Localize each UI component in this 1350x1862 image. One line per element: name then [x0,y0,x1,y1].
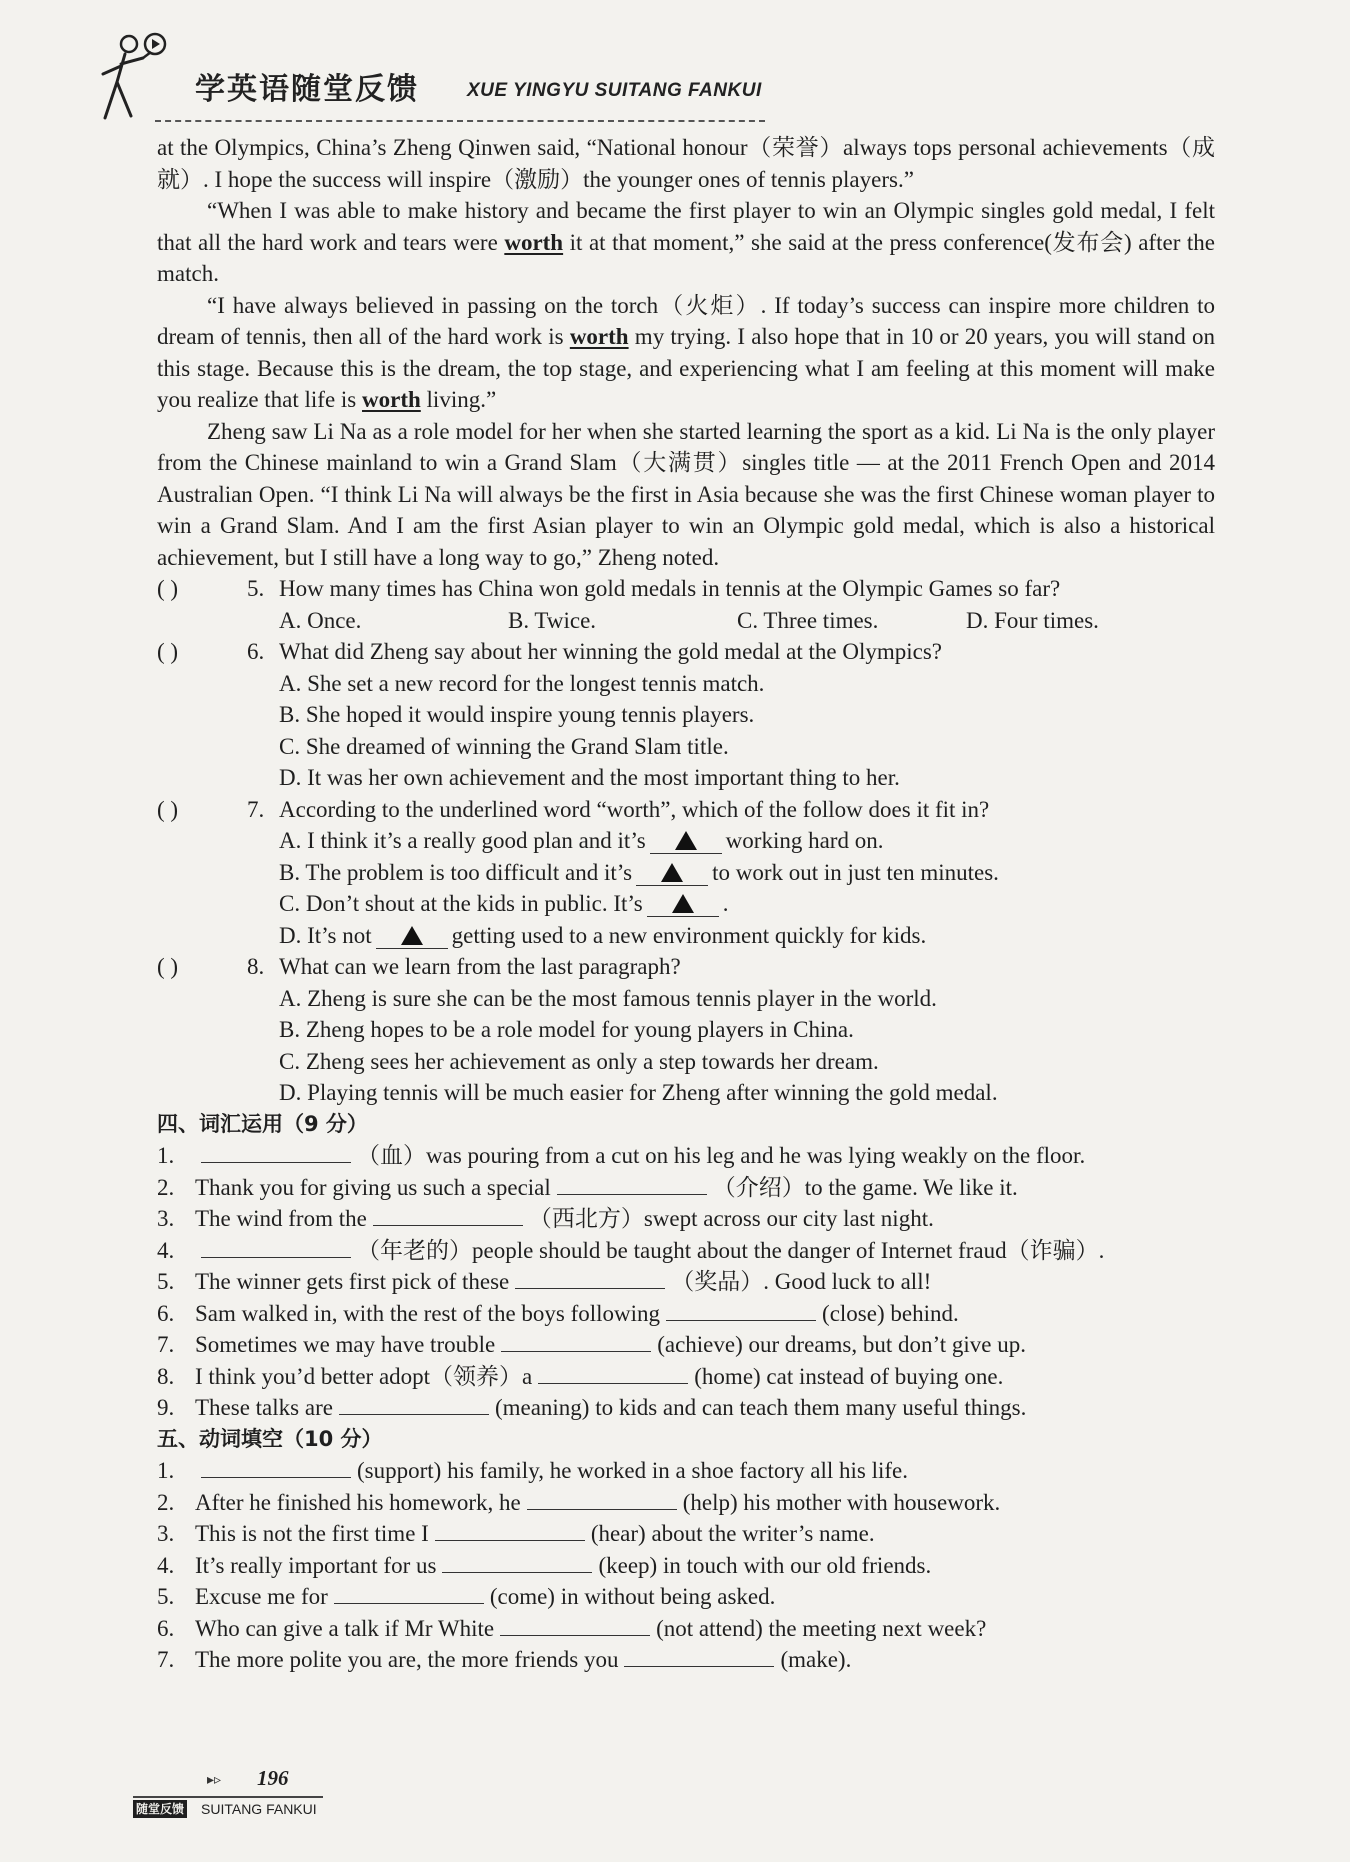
list-item: 3. The wind from the （西北方）swept across our city last night. [157,1206,934,1231]
list-item: 1. （血）was pouring from a cut on his leg and he was lying weakly on the floor. [157,1143,1086,1168]
triangle-icon [661,863,683,882]
question-5 [157,573,1215,636]
fill-blank[interactable] [527,1489,677,1510]
fill-blank[interactable] [339,1394,489,1415]
fill-blank[interactable] [501,1331,651,1352]
footer-badge: 随堂反馈 [133,1800,187,1818]
fill-blank[interactable] [624,1646,774,1667]
section-verb-fill-title: 五、动词填空（10 分） [157,1426,383,1451]
option-b: B. Zheng hopes to be a role model for young players in China. [279,1017,854,1042]
list-item: 9. These talks are (meaning) to kids and can teach them many useful things. [157,1395,1027,1420]
answer-bracket[interactable]: ( ) [157,954,179,979]
fill-blank[interactable] [373,1205,523,1226]
fill-blank[interactable] [500,1615,650,1636]
option-b: B. She hoped it would inspire young tennis players. [279,702,755,727]
question-stem: How many times has China won gold medals in tennis at the Olympic Games so far? [279,576,1061,601]
passage-paragraph-4: Zheng saw Li Na as a role model for her when she started learning the sport as a kid. Li Na is the only player from the Chinese mainland to win a Grand Slam（大满贯）singles title — at the 2011 French Open and 2014 Australian Open. “I think Li Na will always be the first in Asia because she was the first Chinese woman player to win a Grand Slam. And I am the first Asian player to win an Olympic gold medal, which is also a historical achievement, but I still have a long way to go,” Zheng noted. [157,418,1215,570]
option-c: C. Don’t shout at the kids in public. It’s . [279,891,729,916]
triangle-blank [636,861,708,886]
question-7 [157,794,1215,952]
option-a: A. Zheng is sure she can be the most famous tennis player in the world. [279,985,937,1011]
answer-bracket[interactable]: ( ) [157,796,179,822]
option-a: A. Once. [279,607,362,633]
list-item: 6. Who can give a talk if Mr White (not attend) the meeting next week? [157,1615,987,1641]
brand-english: XUE YINGYU SUITANG FANKUI [467,80,762,101]
underlined-word-worth: worth [504,229,564,255]
question-6 [157,636,1215,794]
fill-blank[interactable] [201,1457,351,1478]
option-c: C. Three times. [737,607,879,633]
option-a: A. She set a new record for the longest tennis match. [279,670,765,696]
worksheet-content [157,132,1215,1676]
fill-blank[interactable] [515,1268,665,1289]
question-number: 8. [247,954,265,979]
option-d: D. Playing tennis will be much easier for Zheng after winning the gold medal. [279,1080,998,1105]
fill-blank[interactable] [435,1520,585,1541]
triangle-blank [376,924,448,949]
arrow-icon: ▸▹ [207,1772,222,1788]
underlined-word-worth: worth [569,324,629,349]
passage-paragraph-3: “I have always believed in passing on the torch（火炬）. If today’s success can inspire more children to dream of tennis, then all of the hard work is worth my trying. I also hope that in 10 or 20 years, you will stand on this stage. Because this is the dream, the top stage, and experiencing what I am feeling at this moment will make you realize that life is worth living.” [157,292,1215,412]
fill-blank[interactable] [201,1237,351,1258]
option-d: D. It was her own achievement and the most important thing to her. [279,765,900,790]
option-d: D. Four times. [966,607,1099,633]
section-verb-fill-list [157,1455,1215,1676]
list-item: 1. (support) his family, he worked in a shoe factory all his life. [157,1458,909,1483]
tennis-player-icon [95,30,195,122]
question-number: 7. [247,796,265,822]
page-header [95,30,995,125]
brand-chinese: 学英语随堂反馈 [195,72,419,107]
option-c: C. She dreamed of winning the Grand Slam title. [279,733,729,759]
question-8 [157,951,1215,1109]
answer-bracket[interactable]: ( ) [157,576,179,601]
page-footer [133,1766,433,1836]
triangle-icon [672,894,694,913]
list-item: 5. Excuse me for (come) in without being asked. [157,1584,776,1609]
list-item: 8. I think you’d better adopt（领养）a (home) cat instead of buying one. [157,1363,1004,1389]
question-stem: What did Zheng say about her winning the gold medal at the Olympics? [279,639,943,664]
option-b: B. The problem is too difficult and it’s to work out in just ten minutes. [279,859,999,885]
header-divider [155,120,765,122]
option-a: A. I think it’s a really good plan and it’s working hard on. [279,828,884,853]
footer-brand-english: SUITANG FANKUI [201,1801,317,1817]
fill-blank[interactable] [666,1300,816,1321]
page-number: 196 [257,1766,289,1790]
list-item: 6. Sam walked in, with the rest of the boys following (close) behind. [157,1300,959,1326]
fill-blank[interactable] [538,1363,688,1384]
list-item: 7. The more polite you are, the more friends you (make). [157,1647,852,1672]
list-item: 7. Sometimes we may have trouble (achieve) our dreams, but don’t give up. [157,1332,1026,1357]
passage-paragraph-2: “When I was able to make history and became the first player to win an Olympic singles gold medal, I felt that all the hard work and tears were worth it at that moment,” she said at the press conference(发布会) after the match. [157,198,1215,286]
triangle-blank [647,892,719,917]
list-item: 4. （年老的）people should be taught about the danger of Internet fraud（诈骗）. [157,1237,1105,1263]
question-number: 5. [247,576,265,601]
option-c: C. Zheng sees her achievement as only a step towards her dream. [279,1048,879,1074]
footer-divider [133,1796,323,1798]
fill-blank[interactable] [334,1583,484,1604]
option-b: B. Twice. [508,607,597,633]
fill-blank[interactable] [557,1174,707,1195]
triangle-blank [650,829,722,854]
question-number: 6. [247,639,265,664]
list-item: 3. This is not the first time I (hear) about the writer’s name. [157,1521,875,1546]
list-item: 2. After he finished his homework, he (help) his mother with housework. [157,1489,1001,1515]
triangle-icon [401,926,423,945]
section-vocabulary-title: 四、词汇运用（9 分） [157,1111,368,1136]
list-item: 4. It’s really important for us (keep) in touch with our old friends. [157,1552,932,1578]
list-item: 5. The winner gets first pick of these （奖品）. Good luck to all! [157,1269,932,1294]
section-vocabulary-list [157,1140,1215,1424]
question-stem: What can we learn from the last paragraph? [279,954,681,979]
option-d: D. It’s not getting used to a new environment quickly for kids. [279,922,927,948]
list-item: 2. Thank you for giving us such a special （介绍）to the game. We like it. [157,1174,1018,1200]
passage-paragraph-1: at the Olympics, China’s Zheng Qinwen said, “National honour（荣誉）always tops personal achievements（成就）. I hope the success will inspire（激励）the younger ones of tennis players.” [157,135,1215,192]
triangle-icon [675,831,697,850]
fill-blank[interactable] [201,1142,351,1163]
answer-bracket[interactable]: ( ) [157,639,179,664]
underlined-word-worth: worth [362,387,421,412]
fill-blank[interactable] [442,1552,592,1573]
question-stem: According to the underlined word “worth”, which of the follow does it fit in? [279,796,990,822]
